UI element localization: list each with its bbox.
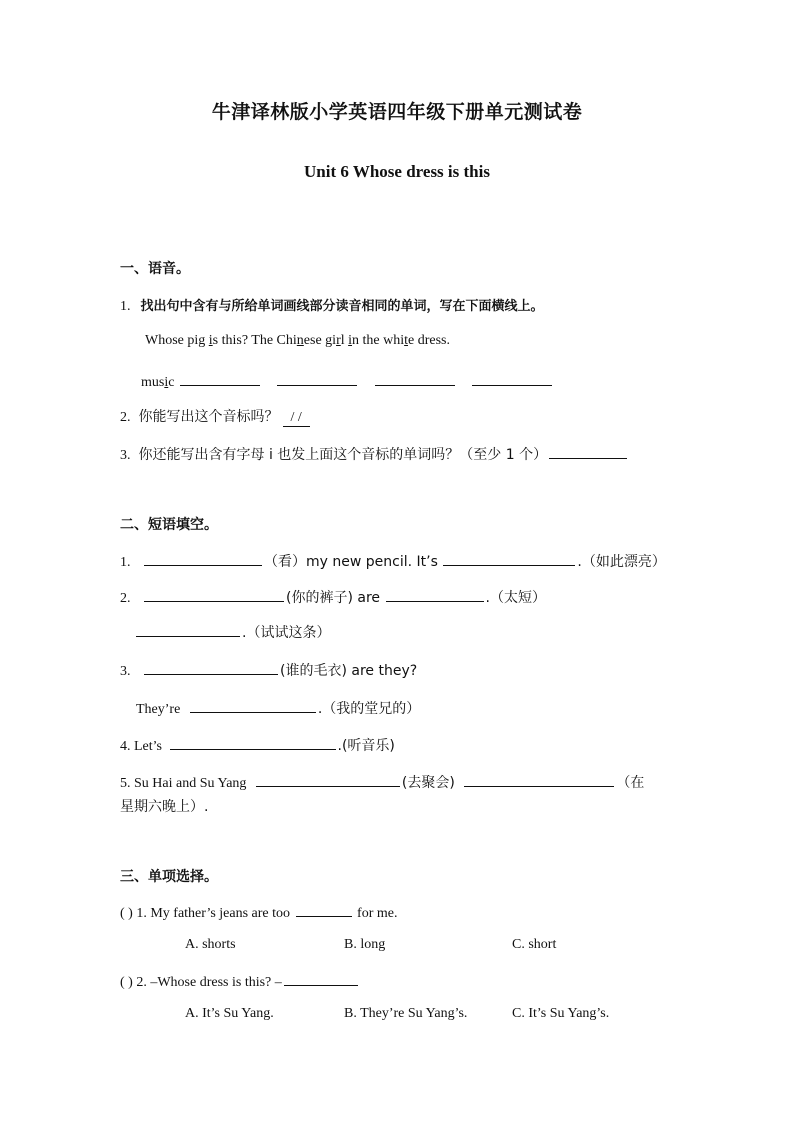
section2-q3: 3. (谁的毛衣) are they? [120,660,417,680]
mc-option[interactable]: B. They’re Su Yang’s. [344,1006,468,1021]
section2-q2: 2. (你的裤子) are .（太短） [120,587,546,607]
answer-blank-2[interactable] [277,371,357,386]
mc-option[interactable]: A. shorts [185,937,236,952]
blank[interactable] [296,902,352,917]
section2-heading: 二、短语填空。 [120,517,218,533]
section1-q1 [120,295,544,315]
blank[interactable] [136,622,240,637]
section1-q3: 3. 你还能写出含有字母 i 也发上面这个音标的单词吗？（至少 1 个） [120,444,629,464]
answer-blank-1[interactable] [180,371,260,386]
q1-instruction: 找出句中含有与所给单词画线部分读音相同的单词，写在下面横线上。 [140,299,544,314]
music-answer-row [141,371,554,391]
section2-q3-line2: They’re .（我的堂兄的） [136,698,420,718]
blank[interactable] [284,971,358,986]
mc-option[interactable]: C. It’s Su Yang’s. [512,1006,610,1021]
answer-blank-3[interactable] [375,371,455,386]
phonics-sentence: Whose pig is this? The Chinese girl in the white dress. [145,333,451,348]
unit-subtitle: Unit 6 Whose dress is this [304,162,490,181]
blank[interactable] [144,660,278,675]
blank[interactable] [190,698,316,713]
blank[interactable] [464,772,614,787]
given-word: music [141,375,175,390]
mc-option[interactable]: B. long [344,937,386,952]
q1-number: 1. [120,299,131,314]
section3-heading: 三、单项选择。 [120,869,218,885]
section2-q4: 4. Let’s .(听音乐) [120,735,395,755]
mc-option[interactable]: A. It’s Su Yang. [185,1006,274,1021]
ipa-blank[interactable]: / / [283,410,310,427]
blank[interactable] [144,587,284,602]
section2-q1: 1. （看）my new pencil. It’s .（如此漂亮） [120,551,666,571]
blank[interactable] [170,735,336,750]
section2-q2-line2: .（试试这条） [134,622,330,642]
mc-question-1: ( ) 1. My father’s jeans are too for me. [120,902,397,922]
answer-paren[interactable]: ( ) [120,975,133,990]
section2-q5-line2: 星期六晚上）. [120,799,209,815]
answer-blank-4[interactable] [472,371,552,386]
page-title: 牛津译林版小学英语四年级下册单元测试卷 [211,101,583,123]
mc-question-2: ( ) 2. –Whose dress is this? – [120,971,360,991]
blank[interactable] [256,772,400,787]
blank[interactable] [443,551,575,566]
blank[interactable] [386,587,484,602]
mc-option[interactable]: C. short [512,937,557,952]
answer-paren[interactable]: ( ) [120,906,133,921]
section1-heading: 一、语音。 [120,261,190,277]
blank[interactable] [144,551,262,566]
section1-q2: 2. 你能写出这个音标吗？ / / [120,406,310,427]
q3-answer-blank[interactable] [549,444,627,459]
section2-q5: 5. Su Hai and Su Yang (去聚会) （在 [120,772,644,792]
